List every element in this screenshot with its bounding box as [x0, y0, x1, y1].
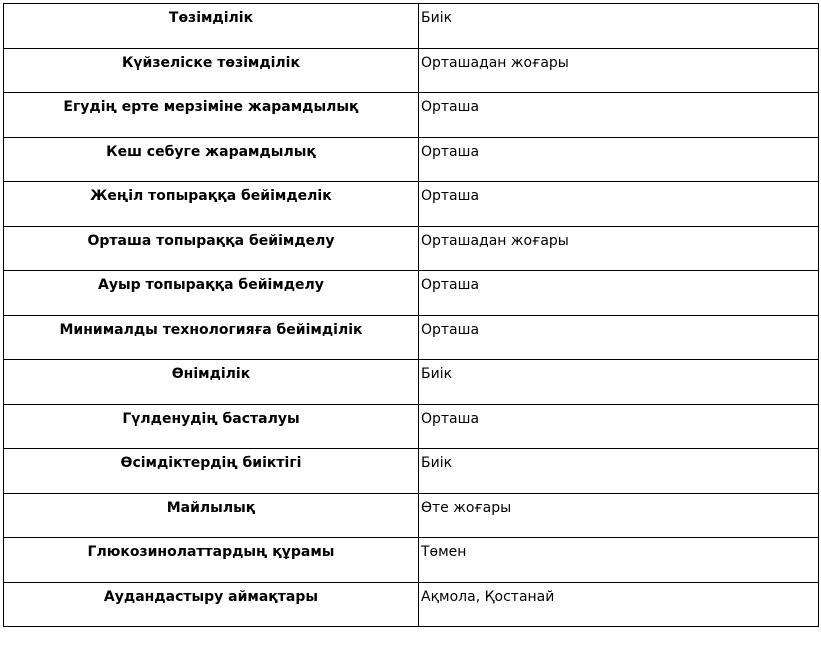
- property-cell: Майлылық: [4, 493, 419, 538]
- value-cell: Ақмола, Қостанай: [419, 582, 819, 627]
- table-row: [4, 449, 819, 494]
- value-cell: Орташа: [419, 182, 819, 227]
- value-cell: Биік: [419, 4, 819, 49]
- property-cell: Орташа топыраққа бейімделу: [4, 226, 419, 271]
- value-cell: Орташа: [419, 137, 819, 182]
- table-row: [4, 4, 819, 49]
- value-cell: Биік: [419, 449, 819, 494]
- value-cell: Орташадан жоғары: [419, 226, 819, 271]
- property-cell: Өсімдіктердің биіктігі: [4, 449, 419, 494]
- property-cell: Ауыр топыраққа бейімделу: [4, 271, 419, 316]
- property-cell: Егудің ерте мерзіміне жарамдылық: [4, 93, 419, 138]
- table-row: [4, 493, 819, 538]
- property-cell: Өнімділік: [4, 360, 419, 405]
- property-cell: Кеш себуге жарамдылық: [4, 137, 419, 182]
- value-cell: Өте жоғары: [419, 493, 819, 538]
- property-cell: Төзімділік: [4, 4, 419, 49]
- table-row: [4, 360, 819, 405]
- table-row: [4, 48, 819, 93]
- value-cell: Орташа: [419, 271, 819, 316]
- value-cell: Орташадан жоғары: [419, 48, 819, 93]
- table-row: [4, 182, 819, 227]
- value-cell: Орташа: [419, 93, 819, 138]
- table-row: [4, 538, 819, 583]
- property-cell: Аудандастыру аймақтары: [4, 582, 419, 627]
- property-cell: Жеңіл топыраққа бейімделік: [4, 182, 419, 227]
- property-cell: Минималды технологияға бейімділік: [4, 315, 419, 360]
- table-row: [4, 226, 819, 271]
- table-row: [4, 137, 819, 182]
- property-cell: Гүлденудің басталуы: [4, 404, 419, 449]
- value-cell: Биік: [419, 360, 819, 405]
- value-cell: Орташа: [419, 315, 819, 360]
- table-row: [4, 315, 819, 360]
- property-cell: Күйзеліске төзімділік: [4, 48, 419, 93]
- value-cell: Төмен: [419, 538, 819, 583]
- table-row: [4, 404, 819, 449]
- table-row: [4, 271, 819, 316]
- value-cell: Орташа: [419, 404, 819, 449]
- property-cell: Глюкозинолаттардың құрамы: [4, 538, 419, 583]
- table-row: [4, 582, 819, 627]
- characteristics-table: [3, 3, 819, 627]
- table-row: [4, 93, 819, 138]
